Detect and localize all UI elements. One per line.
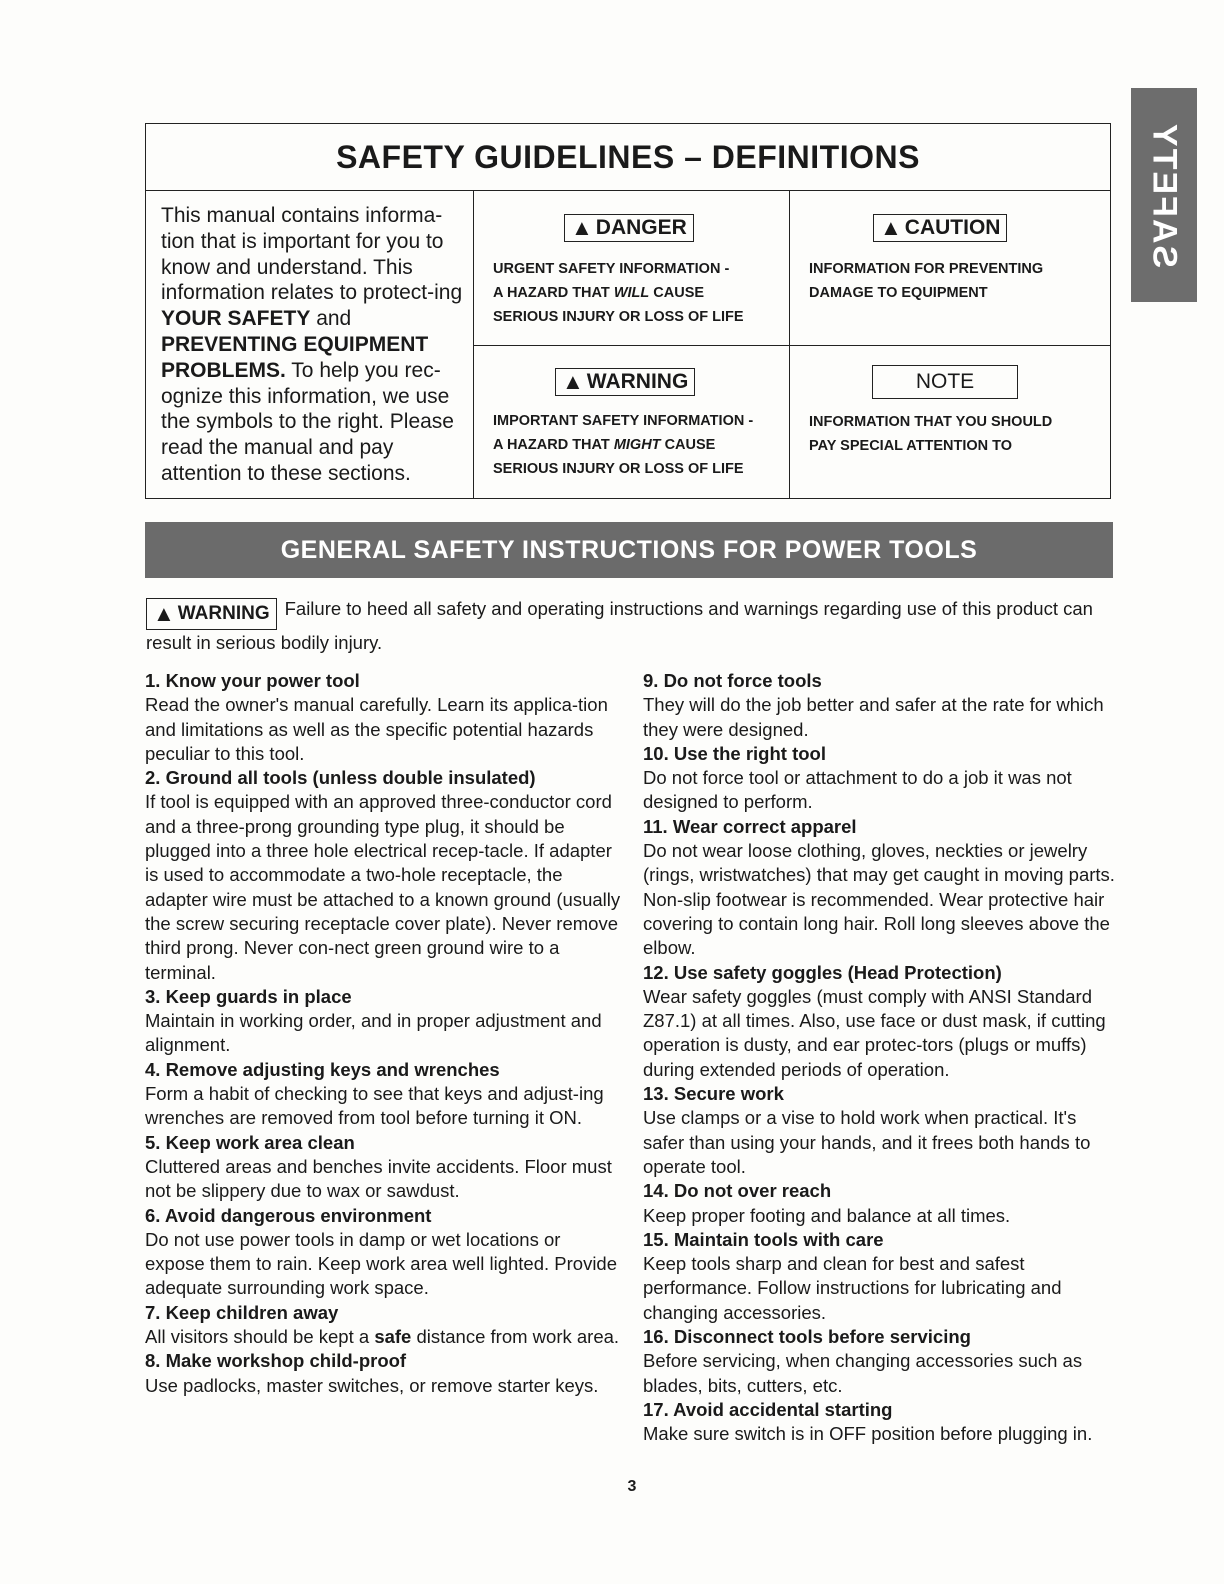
general-warning [146,596,1106,655]
definitions-title: SAFETY GUIDELINES – DEFINITIONS [146,124,1110,191]
signal-label: WARNING [586,370,689,393]
text-line: DAMAGE TO EQUIPMENT [809,285,988,301]
item-body: Do not wear loose clothing, gloves, neckties or jewelry (rings, wristwatches) that may get caught in moving parts. Non-slip footwear is recommended. Wear protective hair covering to contain long hair. Roll long sleeves above the elbow. [643,840,1115,959]
instructions-right-column [643,669,1118,1447]
list-item [145,669,623,766]
warning-signal [555,368,695,396]
warning-definition [493,368,753,481]
instructions-left-column [145,669,623,1398]
item-body: Wear safety goggles (must comply with ANSI Standard Z87.1) at all times. Also, use face or dust mask, if cutting operation is dusty, and ear protec-tors (plugs or muffs) during extended periods of operation. [643,985,1106,1080]
list-item [145,1058,623,1131]
item-heading: 17. Avoid accidental starting [643,1398,893,1420]
warning-triangle-icon: ▲ [153,601,175,626]
text-line: PAY SPECIAL ATTENTION TO [809,438,1013,454]
note-signal [872,365,1018,399]
item-heading: 9. Do not force tools [643,670,822,691]
signal-label: DANGER [595,216,687,239]
side-tab-label: SAFETY [1145,121,1184,269]
text-part: A HAZARD THAT [493,437,614,453]
item-heading: 4. Remove adjusting keys and wrenches [145,1058,500,1080]
divider [473,345,1110,346]
safety-section-tab [1131,88,1197,302]
item-heading: 15. Maintain tools with care [643,1228,884,1250]
item-heading: 5. Keep work area clean [145,1131,355,1153]
warning-signal [146,598,277,630]
item-heading: 16. Disconnect tools before servicing [643,1326,971,1348]
list-item [643,742,1118,815]
item-body: Do not force tool or attachment to do a job it was not designed to perform. [643,767,1072,813]
item-heading: 8. Make workshop child-proof [145,1350,407,1372]
definitions-table [145,123,1111,499]
item-body: Maintain in working order, and in proper adjustment and alignment. [145,1010,602,1056]
list-item [643,815,1118,961]
text-emphasis: WILL [613,285,650,301]
danger-text [493,257,744,329]
list-item [643,1325,1118,1398]
item-body: Do not use power tools in damp or wet locations or expose them to rain. Keep work area well lighted. Provide adequate surrounding work space. [145,1228,618,1299]
list-item [145,1131,623,1204]
text-part: All visitors should be kept a [145,1326,375,1348]
intro-text: and [310,307,352,331]
list-item [643,1179,1118,1228]
list-item [145,766,623,985]
warning-triangle-icon: ▲ [562,369,584,394]
item-body: Cluttered areas and benches invite accidents. Floor must not be slippery due to wax or sawdust. [145,1155,612,1202]
item-heading: 12. Use safety goggles (Head Protection) [643,961,1002,983]
text-part: A HAZARD THAT [493,285,614,301]
text-line [493,433,753,457]
text-line: SERIOUS INJURY OR LOSS OF LIFE [493,309,744,325]
list-item [643,1398,1118,1447]
danger-signal [564,214,694,242]
item-body: They will do the job better and safer at the rate for which they were designed. [643,694,1104,740]
list-item [643,669,1118,742]
item-heading: 10. Use the right tool [643,742,826,764]
section-banner: GENERAL SAFETY INSTRUCTIONS FOR POWER TOOLS [145,522,1113,578]
page-number: 3 [627,1478,637,1495]
caution-text [809,257,1043,305]
warning-triangle-icon: ▲ [880,215,902,240]
text-emphasis: MIGHT [613,437,661,453]
item-heading: 14. Do not over reach [643,1180,832,1202]
item-heading: 13. Secure work [643,1083,784,1105]
item-body: Use clamps or a vise to hold work when practical. It's safer than using your hands, and it frees both hands to operate tool. [643,1107,1091,1177]
warning-triangle-icon: ▲ [571,215,593,240]
item-body: Form a habit of checking to see that keys and adjust-ing wrenches are removed from tool before turning it ON. [145,1083,604,1129]
item-heading: 6. Avoid dangerous environment [145,1204,432,1226]
list-item [643,961,1118,1082]
item-body: Read the owner's manual carefully. Learn its applica-tion and limitations as well as the specific potential hazards peculiar to this tool. [145,694,608,764]
item-heading: 1. Know your power tool [145,670,360,691]
text-part: CAUSE [649,285,705,301]
text-line: INFORMATION THAT YOU SHOULD [809,414,1053,430]
note-definition [809,365,1052,458]
item-body: Keep proper footing and balance at all times. [643,1204,1011,1226]
text-line: INFORMATION FOR PREVENTING [809,261,1044,277]
list-item [145,1301,623,1350]
list-item [643,1228,1118,1325]
item-heading: 2. Ground all tools (unless double insulated) [145,767,536,789]
list-item [643,1082,1118,1179]
text-emphasis: safe [374,1326,412,1348]
signal-label: NOTE [915,370,975,393]
intro-bold: YOUR SAFETY [161,307,311,331]
caution-definition [809,214,1043,305]
item-heading: 11. Wear correct apparel [643,815,857,837]
item-body: If tool is equipped with an approved three-conductor cord and a three-prong grounding type plug, it should be plugged into a three hole electrical recep-tacle. If adapter is used to accommodate a two-hole receptacle, the adapter wire must be attached to a known ground (usually the screw securing receptacle cover plate). Never remove third prong. Never con-nect green ground wire to a terminal. [145,791,621,983]
item-body: Before servicing, when changing accessories such as blades, bits, cutters, etc. [643,1350,1083,1396]
signal-label: CAUTION [904,216,1001,239]
note-text [809,410,1052,458]
item-body: Make sure switch is in OFF position before plugging in. [643,1423,1093,1445]
intro-bold: PREVENTING EQUIPMENT PROBLEMS. [161,332,429,382]
definitions-intro [161,203,473,487]
item-body: Keep tools sharp and clean for best and safest performance. Follow instructions for lubricating and changing accessories. [643,1253,1062,1323]
text-line [493,281,744,305]
intro-text: To help you rec-ognize this information, we use the symbols to the right. Please read the manual and pay attention to these sections. [161,358,454,485]
text-line: IMPORTANT SAFETY INFORMATION - [493,413,754,429]
item-body [145,1325,623,1349]
list-item [145,1204,623,1301]
warning-text: Failure to heed all safety and operating instructions and warnings regarding use of this product can result in serious bodily injury. [146,598,1093,653]
item-body: Use padlocks, master switches, or remove starter keys. [145,1374,599,1396]
caution-signal [873,214,1007,242]
text-line: SERIOUS INJURY OR LOSS OF LIFE [493,461,744,477]
definitions-body [146,191,1110,498]
text-line: URGENT SAFETY INFORMATION - [493,261,730,277]
list-item [145,985,623,1058]
signal-label: WARNING [177,603,270,624]
intro-text: This manual contains informa-tion that is important for you to know and understand. This information relates to protect-ing [161,204,463,305]
danger-definition [493,214,744,329]
text-part: CAUSE [660,437,716,453]
warning-text [493,409,753,481]
item-heading: 3. Keep guards in place [145,985,352,1007]
list-item [145,1349,623,1398]
item-heading: 7. Keep children away [145,1301,339,1323]
text-part: distance from work area. [411,1326,620,1348]
